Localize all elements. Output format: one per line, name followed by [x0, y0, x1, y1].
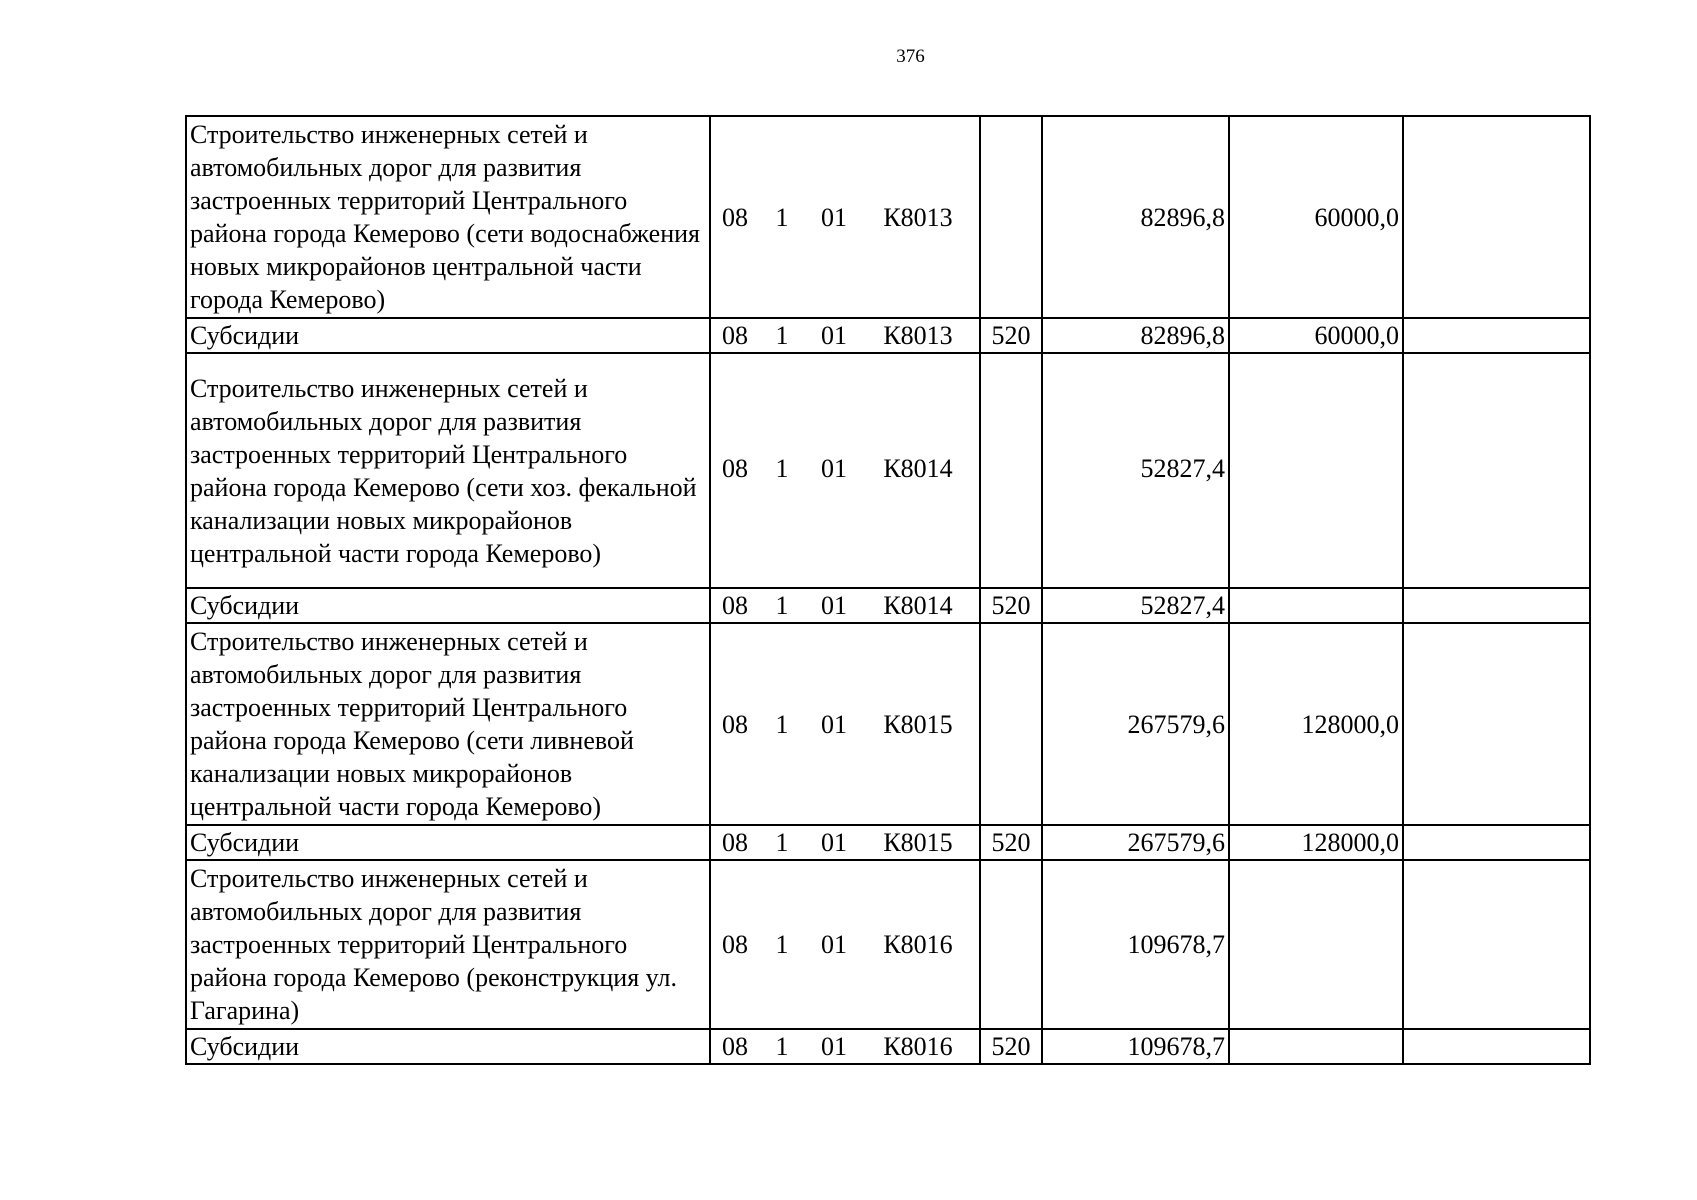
- subprogram-code: 01: [821, 454, 847, 483]
- table-row: [186, 588, 1590, 623]
- value-3: [1403, 1029, 1590, 1064]
- table-row: [186, 1029, 1590, 1064]
- value-1: 82896,8: [1042, 318, 1229, 353]
- program-code: 1: [775, 591, 789, 620]
- value-1: 52827,4: [1042, 353, 1229, 588]
- row-codes: [710, 588, 980, 623]
- value-3: [1403, 588, 1590, 623]
- row-codes: [710, 860, 980, 1029]
- value-2: 128000,0: [1229, 825, 1403, 860]
- row-codes: [710, 623, 980, 825]
- table-row: [186, 116, 1590, 318]
- section-code: 08: [722, 930, 748, 959]
- table-row: [186, 825, 1590, 860]
- subprogram-code: 01: [821, 828, 847, 857]
- section-code: 08: [722, 709, 748, 739]
- value-3: [1403, 623, 1590, 825]
- article-code: К8014: [883, 591, 953, 620]
- row-name: Строительство инженерных сетей и автомобильных дорог для развития застроенных территорий Центрального района города Кемерово (сети хоз. фекальной канализации новых микрорайонов центральной части города Кемерово): [186, 353, 710, 588]
- row-codes: [710, 353, 980, 588]
- section-code: 08: [722, 828, 748, 857]
- value-2: 128000,0: [1229, 623, 1403, 825]
- value-2: [1229, 860, 1403, 1029]
- table-row: [186, 860, 1590, 1029]
- article-code: К8013: [883, 321, 953, 350]
- section-code: 08: [722, 454, 748, 483]
- subprogram-code: 01: [821, 930, 847, 959]
- row-name: Строительство инженерных сетей и автомобильных дорог для развития застроенных территорий Центрального района города Кемерово (реконструкция ул. Гагарина): [186, 860, 710, 1029]
- row-codes: [710, 1029, 980, 1064]
- article-code: К8015: [883, 828, 953, 857]
- subprogram-code: 01: [821, 202, 847, 232]
- row-name: Строительство инженерных сетей и автомобильных дорог для развития застроенных территорий Центрального района города Кемерово (сети водоснабжения новых микрорайонов центральной части города Кемерово): [186, 116, 710, 318]
- subprogram-code: 01: [821, 709, 847, 739]
- row-codes: [710, 825, 980, 860]
- section-code: 08: [722, 1032, 748, 1061]
- table-row: [186, 353, 1590, 588]
- program-code: 1: [775, 709, 789, 739]
- value-1: 267579,6: [1042, 623, 1229, 825]
- row-codes: [710, 318, 980, 353]
- row-name: Субсидии: [186, 825, 710, 860]
- value-1: 109678,7: [1042, 1029, 1229, 1064]
- row-name: Строительство инженерных сетей и автомобильных дорог для развития застроенных территорий Центрального района города Кемерово (сети ливневой канализации новых микрорайонов центральной части города Кемерово): [186, 623, 710, 825]
- row-name: Субсидии: [186, 318, 710, 353]
- program-code: 1: [775, 828, 789, 857]
- page-number: 376: [896, 46, 925, 67]
- table-row: [186, 318, 1590, 353]
- expense-type: [980, 353, 1042, 588]
- expense-type: 520: [980, 588, 1042, 623]
- expense-type: 520: [980, 1029, 1042, 1064]
- subprogram-code: 01: [821, 321, 847, 350]
- value-2: [1229, 353, 1403, 588]
- subprogram-code: 01: [821, 1032, 847, 1061]
- article-code: К8014: [883, 454, 953, 483]
- subprogram-code: 01: [821, 591, 847, 620]
- program-code: 1: [775, 202, 789, 232]
- program-code: 1: [775, 454, 789, 483]
- value-3: [1403, 353, 1590, 588]
- value-2: [1229, 588, 1403, 623]
- article-code: К8015: [883, 709, 953, 739]
- expense-type: 520: [980, 318, 1042, 353]
- expense-type: [980, 116, 1042, 318]
- article-code: К8016: [883, 1032, 953, 1061]
- value-3: [1403, 318, 1590, 353]
- expense-type: [980, 623, 1042, 825]
- row-codes: [710, 116, 980, 318]
- value-3: [1403, 825, 1590, 860]
- program-code: 1: [775, 1032, 789, 1061]
- value-1: 267579,6: [1042, 825, 1229, 860]
- article-code: К8013: [883, 202, 953, 232]
- row-name: Субсидии: [186, 1029, 710, 1064]
- program-code: 1: [775, 930, 789, 959]
- row-name: Субсидии: [186, 588, 710, 623]
- value-2: [1229, 1029, 1403, 1064]
- section-code: 08: [722, 202, 748, 232]
- value-1: 109678,7: [1042, 860, 1229, 1029]
- section-code: 08: [722, 321, 748, 350]
- table-row: [186, 623, 1590, 825]
- value-3: [1403, 860, 1590, 1029]
- value-2: 60000,0: [1229, 318, 1403, 353]
- value-1: 52827,4: [1042, 588, 1229, 623]
- value-2: 60000,0: [1229, 116, 1403, 318]
- expense-type: [980, 860, 1042, 1029]
- value-3: [1403, 116, 1590, 318]
- article-code: К8016: [883, 930, 953, 959]
- value-1: 82896,8: [1042, 116, 1229, 318]
- budget-table: [185, 115, 1591, 1065]
- section-code: 08: [722, 591, 748, 620]
- program-code: 1: [775, 321, 789, 350]
- expense-type: 520: [980, 825, 1042, 860]
